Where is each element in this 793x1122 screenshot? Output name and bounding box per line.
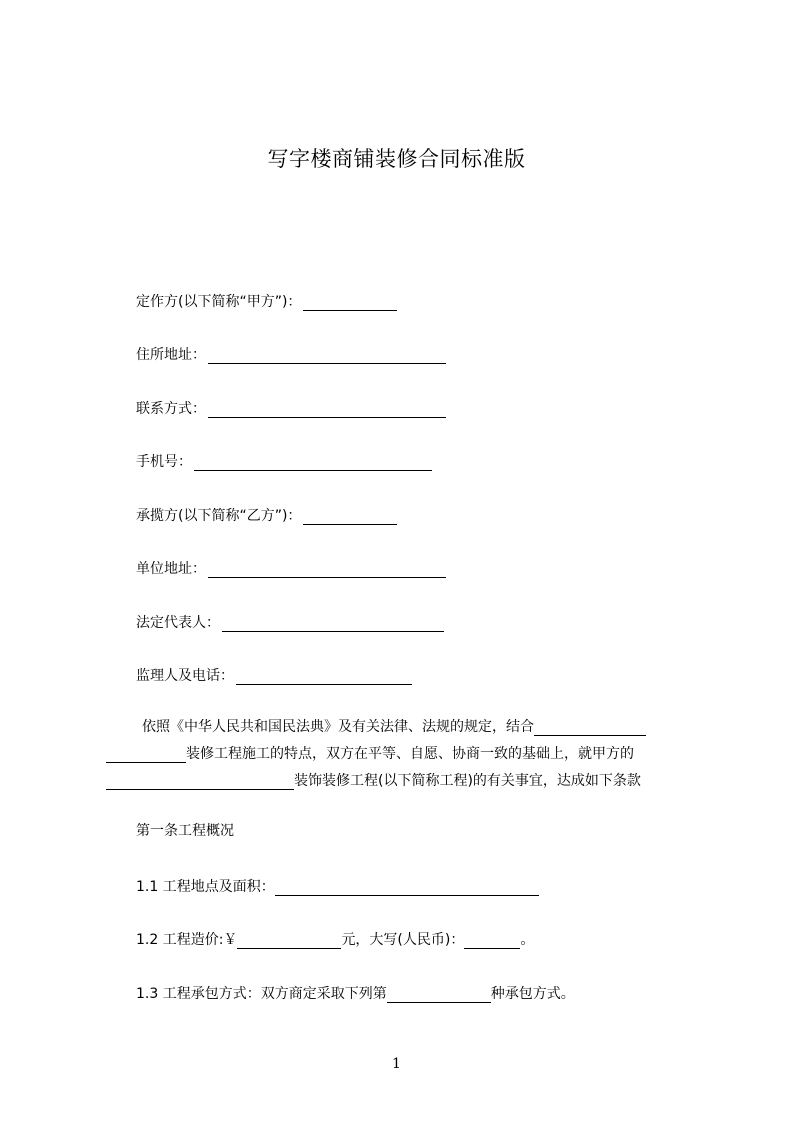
field-contact (136, 400, 446, 418)
article-1-item-2: 1.2 工程造价:￥ 元，大写(人民币)： 。 (136, 932, 535, 948)
fill-blank (106, 748, 186, 763)
fill-blank (236, 670, 412, 685)
fill-blank (275, 881, 539, 896)
fill-blank (208, 349, 446, 364)
field-party-a (136, 293, 397, 311)
field-company-address (136, 560, 446, 578)
fill-blank (208, 563, 446, 578)
field-label: 单位地址： (136, 561, 206, 577)
document-title: 写字楼商铺装修合同标准版 (267, 147, 526, 171)
field-label: 监理人及电话： (136, 668, 234, 684)
intro-text: 装饰装修工程(以下简称工程)的有关事宜，达成如下条款 (294, 773, 641, 789)
fill-blank (387, 988, 491, 1003)
field-label: 承揽方(以下简称“乙方”)： (136, 508, 302, 524)
intro-line-3 (106, 772, 641, 790)
fill-blank (303, 296, 397, 311)
fill-blank (534, 721, 646, 736)
field-label: 住所地址： (136, 347, 206, 363)
field-mobile (136, 453, 432, 471)
intro-text: 装修工程施工的特点，双方在平等、自愿、协商一致的基础上，就甲方的 (186, 746, 634, 762)
fill-blank (222, 617, 444, 632)
article-1-item-1: 1.1 工程地点及面积： (136, 878, 539, 896)
fill-blank (106, 775, 294, 790)
intro-line-2 (106, 745, 634, 763)
field-label: 手机号： (136, 454, 192, 470)
field-supervisor-phone (136, 667, 412, 685)
field-label: 定作方(以下简称“甲方”)： (136, 294, 302, 310)
fill-blank (194, 456, 432, 471)
fill-blank (303, 510, 397, 525)
article-1-heading: 第一条工程概况 (136, 823, 234, 839)
page-number: 1 (392, 1056, 401, 1072)
fill-blank (208, 403, 446, 418)
field-label: 法定代表人： (136, 615, 220, 631)
field-party-b (136, 507, 397, 525)
article-1-item-3: 1.3 工程承包方式：双方商定采取下列第 种承包方式。 (136, 986, 575, 1002)
intro-text: 依照《中华人民共和国民法典》及有关法律、法规的规定，结合 (142, 719, 534, 735)
field-label: 联系方式： (136, 401, 206, 417)
field-address (136, 346, 446, 364)
field-legal-representative (136, 614, 444, 632)
fill-blank (237, 934, 341, 949)
fill-blank (464, 934, 520, 949)
intro-line-1 (142, 718, 646, 736)
